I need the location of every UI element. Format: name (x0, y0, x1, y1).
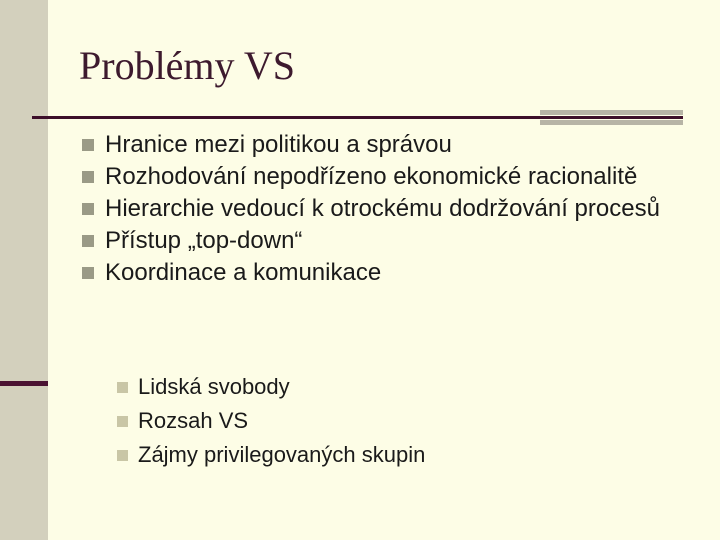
bullet-list (80, 130, 700, 290)
sub-bullet-text: Zájmy privilegovaných skupin (138, 442, 426, 467)
sub-bullet-text: Lidská svobody (138, 374, 290, 399)
square-bullet-icon (82, 235, 94, 247)
slide-title: Problémy VS (79, 43, 295, 88)
bullet-item (80, 194, 700, 223)
square-bullet-icon (82, 203, 94, 215)
bullet-text: Hierarchie vedoucí k otrockému dodržování procesů (105, 195, 660, 222)
left-side-band (0, 0, 48, 540)
square-bullet-icon (82, 139, 94, 151)
bullet-item (80, 162, 700, 191)
bullet-item (80, 226, 700, 255)
sub-bullet-text: Rozsah VS (138, 408, 249, 433)
bullet-item (80, 130, 700, 159)
square-sub-bullet-icon (117, 416, 128, 427)
bullet-text: Hranice mezi politikou a správou (105, 131, 452, 158)
title-rule-accent-top (540, 110, 683, 115)
square-sub-bullet-icon (117, 450, 128, 461)
sub-bullet-item (115, 441, 675, 468)
bullet-text: Rozhodování nepodřízeno ekonomické racionalitě (105, 163, 638, 190)
sub-bullet-item (115, 407, 675, 434)
left-accent-bar (0, 381, 48, 386)
bullet-text: Koordinace a komunikace (105, 259, 382, 286)
bullet-item (80, 258, 700, 287)
bullet-text: Přístup „top-down“ (105, 227, 303, 254)
title-underline-rule (32, 116, 683, 119)
square-bullet-icon (82, 267, 94, 279)
title-rule-accent-bottom (540, 120, 683, 125)
square-bullet-icon (82, 171, 94, 183)
sub-bullet-item (115, 373, 675, 400)
sub-bullet-list (115, 373, 675, 475)
square-sub-bullet-icon (117, 382, 128, 393)
